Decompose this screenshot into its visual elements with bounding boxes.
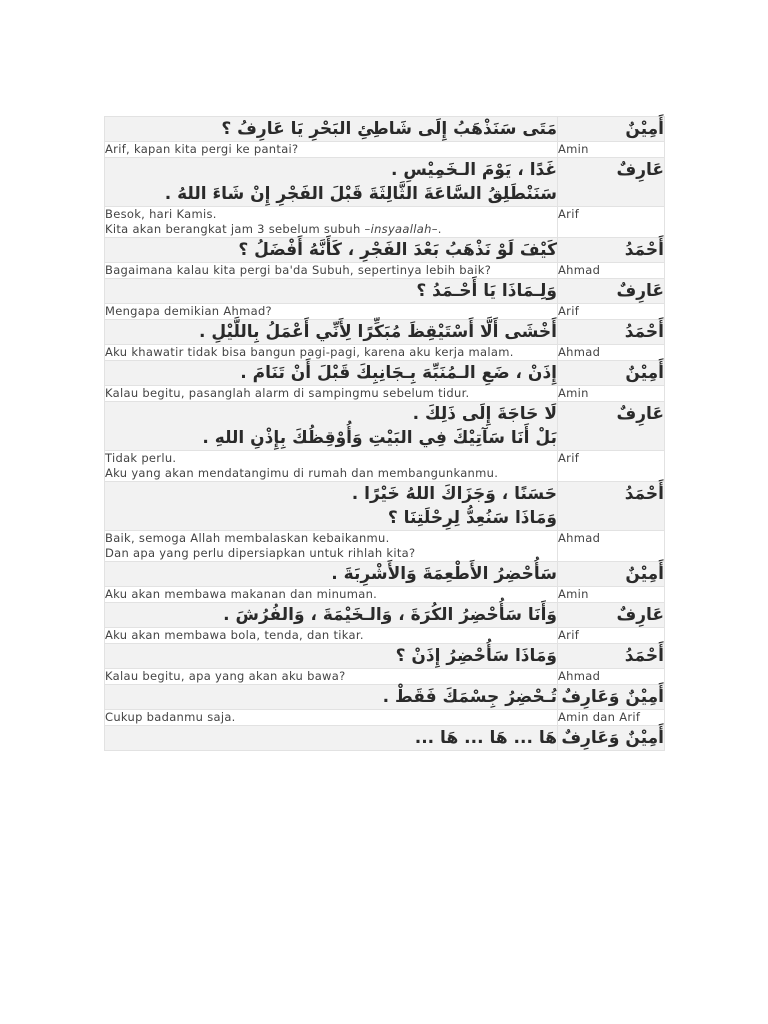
arabic-line-cell xyxy=(105,685,558,710)
arabic-line: وَأَنَا سَأُحْضِرُ الكُرَةَ ، وَالـخَيْمَةَ ، وَالفُرُشَ . xyxy=(223,605,557,625)
translation-row xyxy=(105,304,665,320)
translation-speaker-cell xyxy=(558,263,665,279)
translation-text: Kita akan berangkat jam 3 sebelum subuh – xyxy=(105,222,371,236)
translation-line: Kalau begitu, pasanglah alarm di sampingmu sebelum tidur. xyxy=(105,386,470,400)
translation-line: Aku akan membawa bola, tenda, dan tikar. xyxy=(105,628,364,642)
arabic-row xyxy=(105,238,665,263)
arabic-line: مَتَى سَنَذْهَبُ إِلَى شَاطِئِ البَحْرِ يَا عَارِفُ ؟ xyxy=(221,119,557,139)
translation-row xyxy=(105,207,665,238)
translation-cell xyxy=(105,531,558,562)
arabic-row xyxy=(105,117,665,142)
translation-row xyxy=(105,386,665,402)
translation-line: Aku khawatir tidak bisa bangun pagi-pagi, karena aku kerja malam. xyxy=(105,345,514,359)
arabic-speaker-cell xyxy=(558,562,665,587)
translation-row xyxy=(105,669,665,685)
arabic-line: وَمَاذَا سَنُعِدُّ لِرِحْلَتِنَا ؟ xyxy=(387,508,557,528)
translation-cell xyxy=(105,451,558,482)
translation-line: Bagaimana kalau kita pergi ba'da Subuh, sepertinya lebih baik? xyxy=(105,263,492,277)
arabic-speaker-cell xyxy=(558,361,665,386)
arabic-line: سَأُحْضِرُ الأَطْعِمَةَ وَالأَشْرِبَةَ . xyxy=(331,564,557,584)
translation-speaker: Arif xyxy=(558,304,580,318)
translation-cell xyxy=(105,263,558,279)
arabic-line: هَا ... هَا ... هَا ... xyxy=(414,728,557,748)
translation-line: Aku yang akan mendatangimu di rumah dan membangunkanmu. xyxy=(105,466,499,480)
translation-line: Cukup badanmu saja. xyxy=(105,710,236,724)
translation-speaker-cell xyxy=(558,345,665,361)
translation-line xyxy=(105,222,557,237)
translation-cell xyxy=(105,710,558,726)
arabic-row xyxy=(105,644,665,669)
translation-speaker-cell xyxy=(558,142,665,158)
translation-speaker: Arif xyxy=(558,207,580,221)
arabic-speaker-cell xyxy=(558,685,665,710)
arabic-line: غَدًا ، يَوْمَ الـخَمِيْسِ . xyxy=(391,160,557,180)
arabic-speaker-cell xyxy=(558,158,665,207)
arabic-line-cell xyxy=(105,402,558,451)
arabic-line-cell xyxy=(105,361,558,386)
arabic-line-cell xyxy=(105,320,558,345)
translation-row xyxy=(105,142,665,158)
translation-row xyxy=(105,345,665,361)
arabic-row xyxy=(105,158,665,207)
arabic-speaker: عَارِفٌ xyxy=(616,160,664,180)
arabic-speaker: أَمِيْنٌ xyxy=(625,363,664,383)
dialogue-table xyxy=(104,116,665,751)
translation-line: Baik, semoga Allah membalaskan kebaikanmu. xyxy=(105,531,390,545)
translation-row xyxy=(105,263,665,279)
translation-speaker: Ahmad xyxy=(558,531,601,545)
arabic-row xyxy=(105,726,665,751)
translation-row xyxy=(105,628,665,644)
arabic-row xyxy=(105,482,665,531)
translation-line: Dan apa yang perlu dipersiapkan untuk rihlah kita? xyxy=(105,546,416,560)
arabic-speaker-cell xyxy=(558,402,665,451)
translation-speaker: Amin xyxy=(558,142,589,156)
translation-cell xyxy=(105,669,558,685)
arabic-line: إِذَنْ ، ضَعِ الـمُنَبِّهَ بِـجَانِبِكَ قَبْلَ أَنْ تَنَامَ . xyxy=(240,363,557,383)
arabic-line-cell xyxy=(105,726,558,751)
arabic-row xyxy=(105,320,665,345)
arabic-speaker-cell xyxy=(558,482,665,531)
translation-speaker-cell xyxy=(558,628,665,644)
arabic-speaker-cell xyxy=(558,320,665,345)
arabic-speaker-cell xyxy=(558,603,665,628)
arabic-line: بَلْ أَنَا سَآتِيْكَ فِي البَيْتِ وَأُوْقِظُكَ بِإِذْنِ اللهِ . xyxy=(202,428,557,448)
translation-row xyxy=(105,587,665,603)
arabic-line: وَلِـمَاذَا يَا أَحْـمَدُ ؟ xyxy=(416,281,557,301)
arabic-line: تُـحْضِرُ جِسْمَكَ فَقَطْ . xyxy=(382,687,557,707)
arabic-speaker: أَحْمَدُ xyxy=(624,322,664,342)
arabic-speaker: عَارِفٌ xyxy=(616,605,664,625)
translation-line: Mengapa demikian Ahmad? xyxy=(105,304,272,318)
translation-speaker: Amin dan Arif xyxy=(558,710,641,724)
arabic-line: لَا حَاجَةَ إِلَى ذَلِكَ . xyxy=(412,404,557,424)
translation-italic-text: insyaallah xyxy=(370,222,432,236)
translation-speaker: Arif xyxy=(558,451,580,465)
translation-cell xyxy=(105,142,558,158)
arabic-line-cell xyxy=(105,562,558,587)
arabic-speaker: عَارِفٌ xyxy=(616,404,664,424)
translation-speaker-cell xyxy=(558,587,665,603)
translation-cell xyxy=(105,628,558,644)
arabic-speaker-cell xyxy=(558,644,665,669)
translation-cell xyxy=(105,345,558,361)
arabic-speaker: أَمِيْنٌ xyxy=(625,119,664,139)
translation-cell xyxy=(105,304,558,320)
translation-speaker-cell xyxy=(558,304,665,320)
arabic-speaker-cell xyxy=(558,117,665,142)
translation-cell xyxy=(105,207,558,238)
arabic-line-cell xyxy=(105,117,558,142)
translation-row xyxy=(105,451,665,482)
arabic-line: كَيْفَ لَوْ نَذْهَبُ بَعْدَ الفَجْرِ ، كَأَنَّهُ أَفْضَلُ ؟ xyxy=(238,240,557,260)
translation-cell xyxy=(105,386,558,402)
translation-line: Kalau begitu, apa yang akan aku bawa? xyxy=(105,669,346,683)
arabic-line: أَخْشَى أَلَّا أَسْتَيْقِظَ مُبَكِّرًا لِأَنِّي أَعْمَلُ بِاللَّيْلِ . xyxy=(198,322,557,342)
arabic-line-cell xyxy=(105,644,558,669)
translation-speaker-cell xyxy=(558,207,665,238)
translation-text: –. xyxy=(431,222,442,236)
arabic-line-cell xyxy=(105,603,558,628)
translation-line: Aku akan membawa makanan dan minuman. xyxy=(105,587,378,601)
translation-speaker: Ahmad xyxy=(558,345,601,359)
translation-line: Besok, hari Kamis. xyxy=(105,207,217,221)
translation-speaker: Ahmad xyxy=(558,263,601,277)
translation-cell xyxy=(105,587,558,603)
translation-speaker-cell xyxy=(558,531,665,562)
translation-row xyxy=(105,710,665,726)
arabic-line-cell xyxy=(105,238,558,263)
translation-speaker-cell xyxy=(558,451,665,482)
arabic-speaker-cell xyxy=(558,238,665,263)
translation-speaker: Amin xyxy=(558,587,589,601)
translation-line: Tidak perlu. xyxy=(105,451,177,465)
arabic-row xyxy=(105,562,665,587)
arabic-line-cell xyxy=(105,158,558,207)
arabic-speaker: أَحْمَدُ xyxy=(624,240,664,260)
arabic-row xyxy=(105,685,665,710)
translation-speaker: Arif xyxy=(558,628,580,642)
translation-line: Arif, kapan kita pergi ke pantai? xyxy=(105,142,299,156)
translation-speaker: Ahmad xyxy=(558,669,601,683)
arabic-line: سَنَنْطَلِقُ السَّاعَةَ الثَّالِثَةَ قَبْلَ الفَجْرِ إِنْ شَاءَ اللهُ . xyxy=(164,184,557,204)
arabic-speaker: أَمِيْنٌ وَعَارِفٌ xyxy=(561,687,664,707)
arabic-speaker-cell xyxy=(558,726,665,751)
arabic-row xyxy=(105,402,665,451)
arabic-speaker: أَحْمَدُ xyxy=(624,646,664,666)
arabic-row xyxy=(105,279,665,304)
arabic-speaker: أَمِيْنٌ xyxy=(625,564,664,584)
translation-speaker-cell xyxy=(558,669,665,685)
translation-speaker: Amin xyxy=(558,386,589,400)
arabic-speaker: عَارِفٌ xyxy=(616,281,664,301)
arabic-line: وَمَاذَا سَأُحْضِرُ إِذَنْ ؟ xyxy=(395,646,557,666)
translation-row xyxy=(105,531,665,562)
arabic-line-cell xyxy=(105,279,558,304)
arabic-line: حَسَنًا ، وَجَزَاكَ اللهُ خَيْرًا . xyxy=(351,484,557,504)
arabic-speaker: أَحْمَدُ xyxy=(624,484,664,504)
arabic-row xyxy=(105,603,665,628)
translation-speaker-cell xyxy=(558,710,665,726)
translation-speaker-cell xyxy=(558,386,665,402)
arabic-row xyxy=(105,361,665,386)
arabic-line-cell xyxy=(105,482,558,531)
arabic-speaker-cell xyxy=(558,279,665,304)
arabic-speaker: أَمِيْنٌ وَعَارِفٌ xyxy=(561,728,664,748)
dialogue-body xyxy=(105,117,665,751)
